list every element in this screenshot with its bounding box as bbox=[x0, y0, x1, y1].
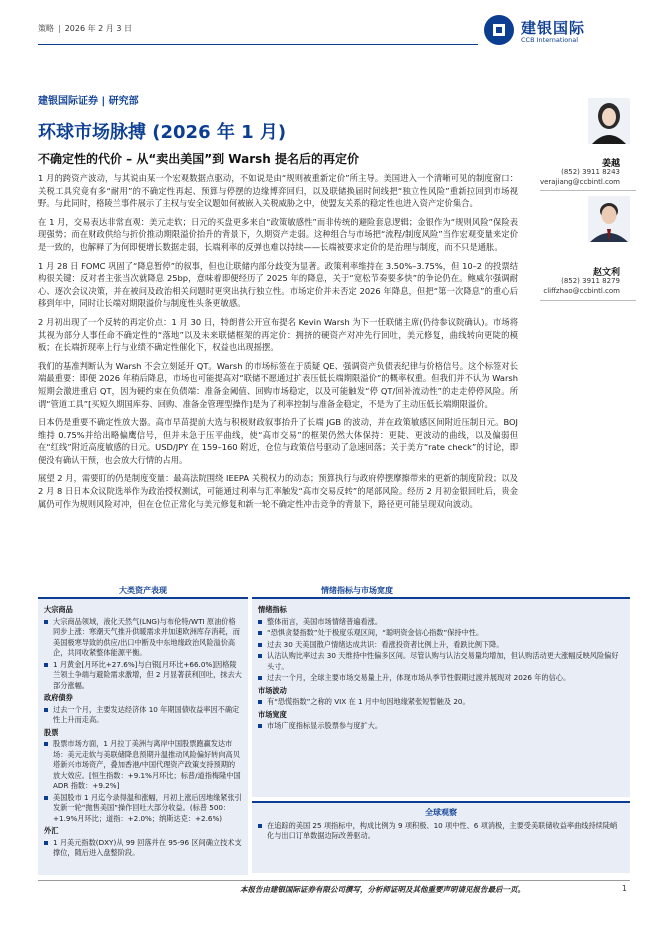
author-photo bbox=[588, 98, 630, 144]
bullet-square-icon bbox=[258, 700, 262, 704]
bullet-text: 在追踪的美国 25 项指标中，构成比例为 9 项积极、10 项中性、6 项消极，主要受美联储收益率曲线持续陡峭化与出口订单数据边际改善驱动。 bbox=[267, 820, 618, 840]
report-header bbox=[38, 23, 132, 34]
bullet-square-icon bbox=[258, 654, 262, 658]
bullet-item bbox=[44, 793, 242, 825]
bullet-item bbox=[44, 617, 242, 659]
section-title: 市场波动 bbox=[258, 685, 287, 695]
bullet-item bbox=[44, 705, 242, 726]
left-panel-heading: 大类资产表现 bbox=[119, 586, 167, 595]
section-title: 大宗商品 bbox=[44, 605, 73, 614]
header-separator: | bbox=[58, 24, 61, 33]
page-number: 1 bbox=[622, 884, 627, 893]
report-body bbox=[38, 172, 518, 516]
bullet-item bbox=[258, 821, 624, 842]
author-name: 赵文利 bbox=[592, 268, 620, 278]
bullet-item bbox=[258, 651, 624, 672]
bullet-text: 市场广度指标显示股票参与度扩大。 bbox=[267, 721, 383, 730]
footer-disclaimer: 本报告由建银国际证券有限公司撰写，分析师证明及其他重要声明请见报告最后一页。 bbox=[240, 885, 525, 894]
sidebar-divider bbox=[540, 190, 636, 191]
org-line: 建银国际证券 | 研究部 bbox=[38, 96, 139, 107]
report-category: 策略 bbox=[38, 24, 54, 33]
bullet-square-icon bbox=[44, 796, 48, 800]
bullet-square-icon bbox=[44, 841, 48, 845]
global-observation-box bbox=[252, 801, 630, 873]
bullet-item bbox=[258, 617, 624, 628]
bullet-item bbox=[44, 838, 242, 859]
asset-performance-panel bbox=[38, 597, 248, 875]
bullet-item bbox=[44, 739, 242, 792]
bullet-text: 过去一个月，主要发达经济体 10 年期国债收益率因不确定性上升而走高。 bbox=[53, 704, 240, 724]
logo-text-en: CCB International bbox=[521, 36, 579, 44]
right-panel-heading: 情绪指标与市场宽度 bbox=[321, 586, 393, 595]
sidebar-divider bbox=[540, 300, 636, 301]
author-name: 姜越 bbox=[601, 159, 620, 169]
bullet-text: 过去 30 天美国散户情绪达成共识：看涨投资者比例上升，看跌比例下降。 bbox=[267, 639, 504, 649]
bullet-square-icon bbox=[258, 643, 262, 647]
ccb-logo bbox=[483, 12, 633, 48]
bullet-square-icon bbox=[258, 631, 262, 635]
bullet-text: 1 月美元指数(DXY)从 99 回落并在 95-96 区间确立技术支撑位，随后进入盘整阶段。 bbox=[53, 837, 242, 857]
bullet-square-icon bbox=[258, 824, 262, 828]
bullet-text: 股票市场方面，1 月拉丁美洲与离岸中国股票跑赢发达市场：美元走软与美联储降息预期升温推动风险偏好转向高贝塔新兴市场资产，叠加香港/中国代理资产政策支持预期的放大效应。[恒生指数：+9.1%月环比；标普/道指梅隆中国 ADR 指数：+9.2%] bbox=[53, 739, 241, 790]
bullet-text: 1 月黄金[月环比+27.6%]与白银[月环比+66.0%]因格陵兰领土争端与避险需求激增，但 2 月显著获利回吐，抹去大部分涨幅。 bbox=[53, 659, 242, 690]
bullet-text: 认沽认购比率过去 30 天维持中性偏多区间。尽管认购与认沽交易量均增加，但认购活动更大涨幅反映风险偏好头寸。 bbox=[267, 651, 619, 671]
observation-title: 全球观察 bbox=[425, 808, 457, 817]
author-photo bbox=[588, 196, 630, 242]
body-paragraph: 2 月初出现了一个反转的再定价点：1 月 30 日，特朗普公开宣布提名 Kevin Warsh 为下一任联储主席(仍待参议院确认)。市场将其视为部分人事任命不确定性的“落地”以及未来联储框架的再定价：拥挤的硬资产对冲先行回吐，美元修复，曲线转向更陡的模板；在长端折现率上行与业绩不确定性催化下，权益也出现摇摆。 bbox=[38, 316, 518, 353]
bullet-text: 美国股市 1 月迄今录得温和涨幅，月初上涨后因地缘紧张引发新一轮“抛售美国”操作回吐大部分收益。(标普 500：+1.9%月环比；道指：+2.0%；纳斯达克：+2.6%) bbox=[53, 792, 242, 823]
body-paragraph: 在 1 月，交易表达非常直观：美元走软；日元的买盘更多来自“政策敏感性”而非传统的避险套息逻辑；金银作为“规则风险”保险表现强势；而在财政供给与折价推动期限溢价抬升的背景下，久期资产走弱。这种组合与市场把“流程/制度风险”当作宏观变量来定价是一致的，也解释了为何即便增长数据走弱，长端利率的反弹也难以持续——长端被要求定价的是治理与制度，而不只是通胀。 bbox=[38, 216, 518, 252]
section-title: 情绪指标 bbox=[258, 605, 287, 614]
report-title: 环球市场脉搏 (2026 年 1 月) bbox=[38, 122, 287, 143]
bullet-square-icon bbox=[44, 708, 48, 712]
bullet-item bbox=[258, 721, 624, 732]
section-title: 股票 bbox=[44, 727, 59, 737]
body-paragraph: 1 月 28 日 FOMC 巩固了“降息暂停”的叙事，但也让联储内部分歧变为显著。政策利率维持在 3.50%–3.75%，但 10–2 的投票结构很关键：反对者主张当次就降息 25bp，意味着即便经历了 2025 年的降息，关于“宽松节奏要多快”的争论仍在。鲍威尔强调耐心、逐次会议决策，并在被问及政治相关问题时更突出执行独立性。市场定价并未否定 2026 年降息，但把“第一次降息”的重心后移到年中，同时让长端对期限溢价与制度性头条更敏感。 bbox=[38, 260, 518, 309]
report-date: 2026 年 2 月 3 日 bbox=[64, 24, 132, 33]
bullet-square-icon bbox=[44, 663, 48, 667]
bullet-text: 过去一个月，全球主要市场交易量上升，体现市场从季节性假期过渡并展现对 2026 年的信心。 bbox=[267, 673, 571, 682]
bullet-item bbox=[258, 628, 624, 639]
bullet-item bbox=[258, 640, 624, 651]
bullet-square-icon bbox=[258, 620, 262, 624]
author-phone: (852) 3911 8243 bbox=[561, 168, 620, 176]
body-paragraph: 1 月的跨资产波动，与其说由某一个宏观数据点驱动，不如说是由“规则被重新定价”所主导。美国进入一个清晰可见的制度窗口：关税工具究竟有多“耐用”的不确定性再起、预算与停摆的边缘博弈回归，以及联储换届时间线把“独立性风险”重新拉回到市场视野。与此同时，格陵兰事件展示了主权与安全议题如何被嵌入关税威胁之中，使盟友关系的稳定性也进入资产定价集合。 bbox=[38, 173, 518, 209]
section-title: 政府债券 bbox=[44, 693, 73, 702]
bullet-text: 有“恐慌指数”之称的 VIX 在 1 月中旬因地缘紧张短暂触及 20。 bbox=[267, 697, 470, 706]
author-phone: (852) 3911 8279 bbox=[561, 277, 620, 285]
bullet-item bbox=[258, 697, 624, 708]
report-subtitle: 不确定性的代价 – 从“卖出美国”到 Warsh 提名后的再定价 bbox=[38, 152, 359, 166]
bullet-text: “恐惧贪婪指数”处于极度乐观区间，“聪明资金信心指数”保持中性。 bbox=[267, 628, 484, 637]
sentiment-panel bbox=[252, 597, 630, 875]
section-title: 市场宽度 bbox=[258, 709, 287, 719]
bullet-square-icon bbox=[44, 620, 48, 624]
footer-divider bbox=[38, 880, 630, 881]
bullet-item bbox=[258, 673, 624, 684]
sentiment-box bbox=[252, 597, 630, 797]
header-divider bbox=[38, 44, 478, 45]
logo-text-cn: 建银国际 bbox=[521, 19, 586, 37]
bullet-square-icon bbox=[44, 742, 48, 746]
author-photo-icon bbox=[588, 196, 630, 242]
section-title: 外汇 bbox=[44, 826, 59, 835]
author-email[interactable]: verajiang@ccbintl.com bbox=[539, 178, 620, 186]
bullet-text: 大宗商品领域，液化天然气(LNG)与布伦特/WTI 原油价格同步上涨：寒潮天气推升供暖需求并加速欧洲库存消耗，而美国极寒导致的供应/出口中断及中东地缘政治风险溢价高企，共同收紧整体能源平衡。 bbox=[53, 616, 240, 657]
author-photo-icon bbox=[588, 98, 630, 144]
bullet-text: 整体而言，美国市场情绪普遍看涨。 bbox=[267, 616, 383, 626]
ccb-logo-icon bbox=[483, 14, 515, 46]
author-email[interactable]: cliffzhao@ccbintl.com bbox=[543, 287, 620, 295]
bullet-square-icon bbox=[258, 676, 262, 680]
bullet-square-icon bbox=[258, 724, 262, 728]
body-paragraph: 日本仍是重要不确定性放大器。高市早苗提前大选与积极财政叙事抬升了长端 JGB 的波动，并在政策敏感区间附近压制日元。BOJ 维持 0.75%并给出略偏鹰信号，但并未急于压平曲线，使“高市交易”的框架仍然大体保持：更陡、更波动的曲线，以及偏弱但在“红线”附近高度敏感的日元。USD/JPY 在 159–160 附近，仓位与政策信号驱动了急速回落；关于美方“rate check”的讨论，即便没有确认干预，也会放大行情的占用。 bbox=[38, 417, 518, 465]
body-paragraph: 我们的基准判断认为 Warsh 不会立刻延开 QT。Warsh 的市场标签在于质疑 QE、强调资产负债表纪律与价格信号。这个标签对长端最重要：即便 2026 年稍后降息，市场也可能提高对“联储不愿通过扩表压低长端期限溢价”的概率权重。但我们并不认为 Warsh 短期会激进重启 QT，因为硬约束在负债端：准备金阈值、回购市场稳定，以及可能触发“停 QT/回补流动性”的走走停停风险。所谓“管道工具”[买短久期国库券、回购、准备金管理型操作]是为了利率控制与准备金稳定，不是为了主动压低长端期限溢价。 bbox=[38, 360, 518, 409]
bullet-item bbox=[44, 660, 242, 692]
body-paragraph: 展望 2 月，需要盯的仍是制度变量：最高法院围绕 IEEPA 关税权力的动态；预算执行与政府停摆摩擦带来的更新的制度阶段；以及 2 月 8 日日本众议院选举作为政治授权测试，可能通过利率与汇率触发“高市交易反转”的尾部风险。经历 2 月初金银回吐后，贵金属仍可作为规则风险对冲，但在仓位正常化与美元修复和新一轮不确定性冲击竞争的背景下，路径更可能呈现双向波动。 bbox=[38, 473, 518, 509]
